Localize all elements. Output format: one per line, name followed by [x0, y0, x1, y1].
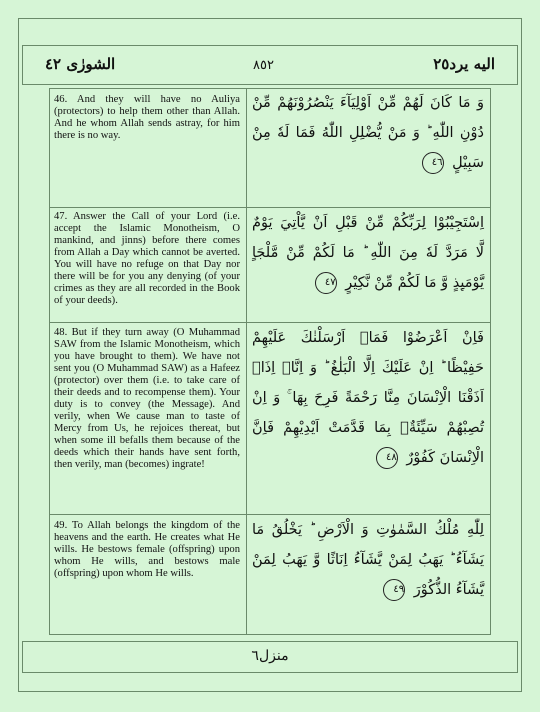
translation-49: 49. To Allah belongs the kingdom of the heavens and the earth. He creates what He wills. He bestows female (offspring) upon whom He wills, and bestows male (offspring) upon whom He wills.	[54, 520, 240, 579]
verse-line: لِلّٰهِ مُلْكُ السَّمٰوٰتِ وَ الْاَرْضِ ؕ يَخْلُقُ مَا	[252, 522, 484, 538]
ayah-number-marker: ٤٩	[383, 579, 405, 601]
ayah-number-marker: ٤٨	[376, 447, 398, 469]
verse-line: حَفِيْظًا ؕ اِنْ عَلَيْكَ اِلَّا الْبَلٰغُ ؕ وَ اِنَّاۤ اِذَاۤ	[252, 360, 484, 376]
verse-line: اِسْتَجِيْبُوْا لِرَبِّكُمْ مِّنْ قَبْلِ اَنْ يَّاْتِيَ يَوْمٌ	[252, 215, 484, 231]
verse-line-last	[252, 443, 484, 473]
ayah-number-marker: ٤٦	[422, 152, 444, 174]
translation-47: 47. Answer the Call of your Lord (i.e. accept the Islamic Monotheism, O mankind, and jinns) before there comes from Allah a Day which cannot be averted. You will have no refuge on that Day nor there will be for you any denying (of your crimes as they are all recorded in the Book of your deeds).	[54, 211, 240, 306]
juz-name: اليه يرد٢٥	[433, 55, 495, 73]
verse-line-last	[252, 268, 484, 298]
verse-text: الْاِنْسَانَ كَفُوْرٌ	[406, 450, 484, 466]
verse-line-last	[252, 148, 484, 178]
page-header	[22, 45, 518, 85]
verse-line: وَ مَا كَانَ لَهُمْ مِّنْ اَوْلِيَآءَ يَنْصُرُوْنَهُمْ مِّنْ	[252, 95, 484, 111]
translation-48: 48. But if they turn away (O Muhammad SAW from the Islamic Monotheism, which you have brought to them). We have not sent you (O Muhammad SAW) as a Hafeez (protector) over them (i.e. to take care of their deeds and to recompense them). Your duty is to convey (the Message). And verily, when We cause man to taste of Mercy from Us, he rejoices thereat, but when some ill befalls them because of the deeds which their hands have sent forth, then verily, man (becomes) ingrate!	[54, 327, 240, 470]
verse-text: يَّشَآءُ الذُّكُوْرَ	[413, 582, 484, 598]
verse-48	[252, 323, 484, 473]
verse-line: تُصِبْهُمْ سَيِّئَةٌۢ بِمَا قَدَّمَتْ اَيْدِيْهِمْ فَاِنَّ	[252, 420, 484, 436]
surah-name: الشورٰى ٤٢	[45, 55, 116, 73]
verse-line: فَاِنْ اَعْرَضُوْا فَمَاۤ اَرْسَلْنٰكَ عَلَيْهِمْ	[252, 330, 484, 346]
verse-line: يَشَآءُ ؕ يَهَبُ لِمَنْ يَّشَآءُ اِنَاثًا وَّ يَهَبُ لِمَنْ	[252, 552, 484, 568]
manzil-label: منزل٦	[251, 648, 289, 664]
ayah-number-marker: ٤٧	[315, 272, 337, 294]
verse-text: سَبِيْلٍ	[452, 155, 484, 171]
verse-text: يَّوْمَىِٕذٍ وَّ مَا لَكُمْ مِّنْ نَّكِيْرٍ	[345, 275, 484, 291]
page-footer	[22, 641, 518, 673]
translation-46: 46. And they will have no Auliya (protectors) to help them other than Allah. And he whom Allah sends astray, for him there is no way.	[54, 94, 240, 141]
verse-49	[252, 515, 484, 605]
verse-line: لَّا مَرَدَّ لَهٗ مِنَ اللّٰهِ ؕ مَا لَكُمْ مِّنْ مَّلْجَاٍ	[252, 245, 484, 261]
column-divider	[246, 88, 247, 635]
verse-46	[252, 88, 484, 178]
verse-line: اَذَقْنَا الْاِنْسَانَ مِنَّا رَحْمَةً فَرِحَ بِهَا ۚ وَ اِنْ	[252, 390, 484, 406]
page-number: ٨٥٢	[253, 58, 274, 73]
verse-47	[252, 208, 484, 298]
verse-line-last	[252, 575, 484, 605]
verse-line: دُوْنِ اللّٰهِ ؕ وَ مَنْ يُّضْلِلِ اللّٰهُ فَمَا لَهٗ مِنْ	[252, 125, 484, 141]
